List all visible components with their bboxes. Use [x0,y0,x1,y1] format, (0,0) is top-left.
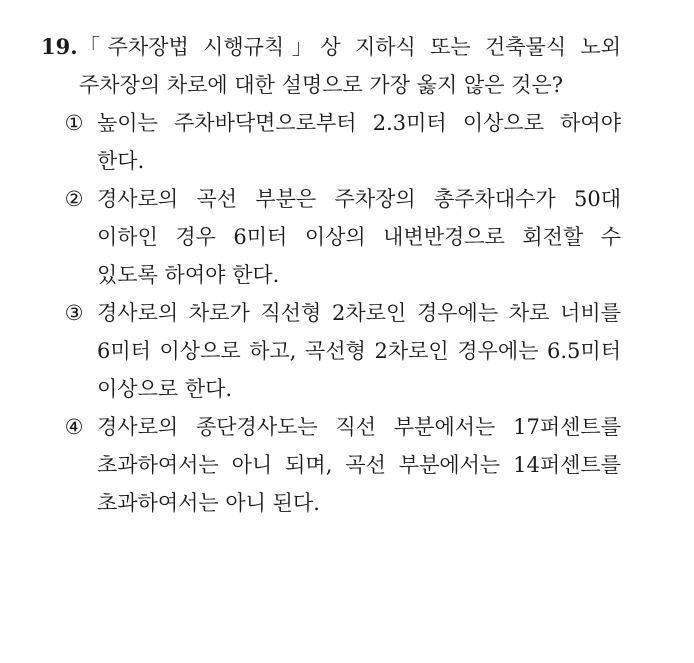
question-stem-line-1 [41,28,621,66]
option-3-line-1: 경사로의 차로가 직선형 2차로인 경우에는 차로 너비를 [97,301,621,325]
option-1-marker: ① [64,111,84,135]
option-1-line-2: 한다. [97,149,145,173]
option-4-marker: ④ [64,415,84,439]
option-3[interactable] [41,294,621,408]
option-4[interactable] [41,408,621,522]
question-block [41,28,621,522]
option-4-line-3: 초과하여서는 아니 된다. [97,491,320,515]
option-2-line-1: 경사로의 곡선 부분은 주차장의 총주차대수가 50대 [97,187,621,211]
option-3-line-2: 6미터 이상으로 하고, 곡선형 2차로인 경우에는 6.5미터 [97,339,621,363]
answer-options [41,104,621,522]
option-1-line-1: 높이는 주차바닥면으로부터 2.3미터 이상으로 하여야 [97,111,621,135]
option-4-line-2: 초과하여서는 아니 되며, 곡선 부분에서는 14퍼센트를 [97,453,621,477]
option-2-line-2: 이하인 경우 6미터 이상의 내변반경으로 회전할 수 [97,225,621,249]
option-3-line-3: 이상으로 한다. [97,377,233,401]
option-2-marker: ② [64,187,84,211]
option-4-line-1: 경사로의 종단경사도는 직선 부분에서는 17퍼센트를 [97,415,621,439]
question-stem-text-1: 「주차장법 시행규칙」상 지하식 또는 건축물식 노외 [79,35,621,59]
option-1[interactable] [41,104,621,180]
question-stem-text-2: 주차장의 차로에 대한 설명으로 가장 옳지 않은 것은? [79,73,563,97]
question-number: 19. [41,34,78,59]
option-2-line-3: 있도록 하여야 한다. [97,263,280,287]
option-2[interactable] [41,180,621,294]
option-3-marker: ③ [64,301,84,325]
